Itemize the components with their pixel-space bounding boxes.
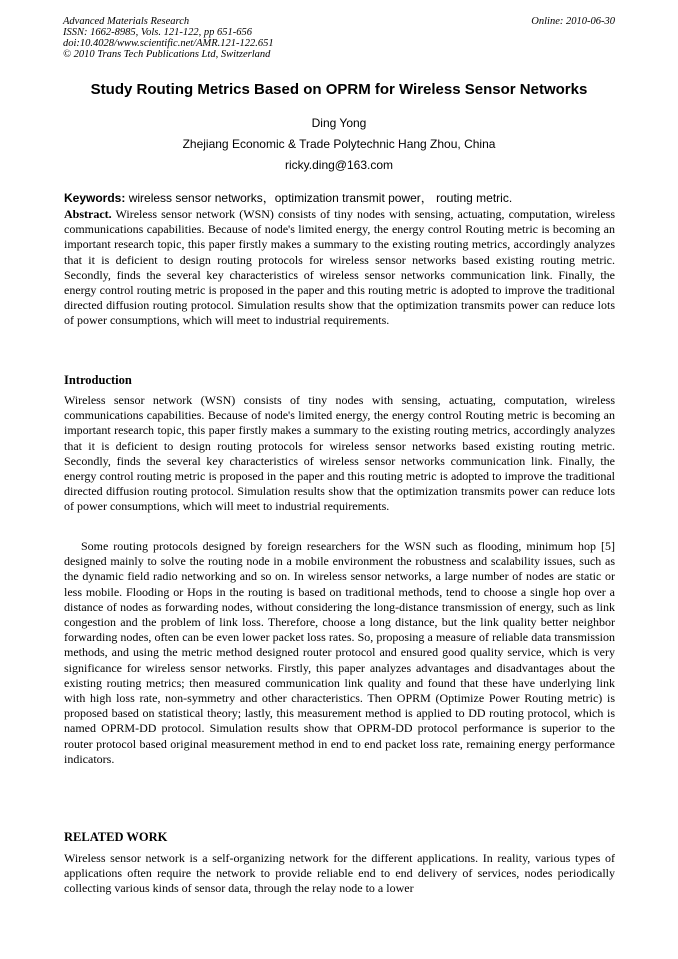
journal-name: Advanced Materials Research	[63, 16, 190, 27]
keywords	[64, 190, 616, 206]
issn-line: ISSN: 1662-8985, Vols. 121-122, pp 651-656	[63, 27, 252, 38]
abstract	[64, 207, 615, 329]
author-name: Ding Yong	[311, 116, 367, 130]
keywords-label: Keywords:	[64, 191, 126, 205]
online-date: Online: 2010-06-30	[531, 16, 615, 27]
paper-title: Study Routing Metrics Based on OPRM for Wireless Sensor Networks	[90, 81, 588, 98]
doi-line: doi:10.4028/www.scientific.net/AMR.121-122.651	[63, 38, 274, 49]
copyright-line: © 2010 Trans Tech Publications Ltd, Switzerland	[63, 49, 271, 60]
abstract-label: Abstract.	[64, 207, 112, 221]
introduction-paragraph-2: Some routing protocols designed by foreign researchers for the WSN such as flooding, minimum hop [5] designed mainly to solve the routing node in a mobile environment the robustness and scalability issues, such as the dynamic field radio networking and so on. In wireless sensor networks, a large number of nodes are static or less mobile. Flooding or Hops in the routing is based on traditional methods, tend to choose a single hop over a distance of nodes as forwarding nodes, without considering the long-distance transmission of energy, such as link congestion and the problem of link loss. Therefore, choose a long distance, but the link quality better neighbor forwarding nodes, often can be even lower packet loss rates. So, proposing a measure of reliable data transmission methods, and using the metric method designed router protocol and ensured good quality service, which is very significance for wireless sensor networks. Firstly, this paper analyzes advantages and disadvantages about the existing routing metrics; then measured communication link quality and found that these have underlying link with high loss rate, non-symmetry and other characteristics. Then OPRM (Optimize Power Routing metric) is proposed based on statistical theory; lastly, this measurement method is applied to DD routing protocol, which is named OPRM-DD protocol. Simulation results show that OPRM-DD protocol performance is superior to the router protocol based original measurement method in end to end packet loss rate, remaining energy performance indicators.	[64, 539, 615, 766]
keywords-text: wireless sensor networks，optimization transmit power， routing metric.	[125, 191, 513, 205]
author-email: ricky.ding@163.com	[285, 158, 393, 172]
author-affiliation: Zhejiang Economic & Trade Polytechnic Hang Zhou, China	[182, 137, 496, 151]
journal-header	[63, 16, 274, 60]
author-block	[0, 113, 678, 176]
related-work-heading: RELATED WORK	[64, 830, 168, 844]
related-work-paragraph-1: Wireless sensor network is a self-organizing network for the different applications. In reality, various types of applications often require the network to provide reliable end to end delivery of services, nodes periodically collecting various kinds of sensor data, through the relay node to a lower	[64, 851, 615, 896]
introduction-paragraph-1: Wireless sensor network (WSN) consists of tiny nodes with sensing, actuating, computation, wireless communications capabilities. Because of node's limited energy, the energy control Routing metric is becoming an important research topic, this paper firstly makes a summary to the existing routing metrics, accordingly analyzes that it is deficient to design routing protocols for wireless sensor networks based existing routing metric. Secondly, finds the several key characteristics of wireless sensor networks communication link. Finally, the energy control routing metric is proposed in the paper and this routing metric is adopted to improve the traditional directed diffusion routing protocol. Simulation results show that the optimization transmits power can reduce lots of power consumptions, which will meet to industrial requirements.	[64, 393, 615, 514]
abstract-text: Wireless sensor network (WSN) consists of tiny nodes with sensing, actuating, computation, wireless communications capabilities. Because of node's limited energy, the energy control Routing metric is becoming an important research topic, this paper firstly makes a summary to the existing routing metrics, accordingly analyzes that it is deficient to design routing protocols for wireless sensor networks based existing routing metric. Secondly, finds the several key characteristics of wireless sensor networks communication link. Finally, the energy control routing metric is proposed in the paper and this routing metric is adopted to improve the traditional directed diffusion routing protocol. Simulation results show that the optimization transmits power can reduce lots of power consumptions, which will meet to industrial requirements.	[64, 207, 615, 328]
introduction-heading: Introduction	[64, 373, 132, 387]
